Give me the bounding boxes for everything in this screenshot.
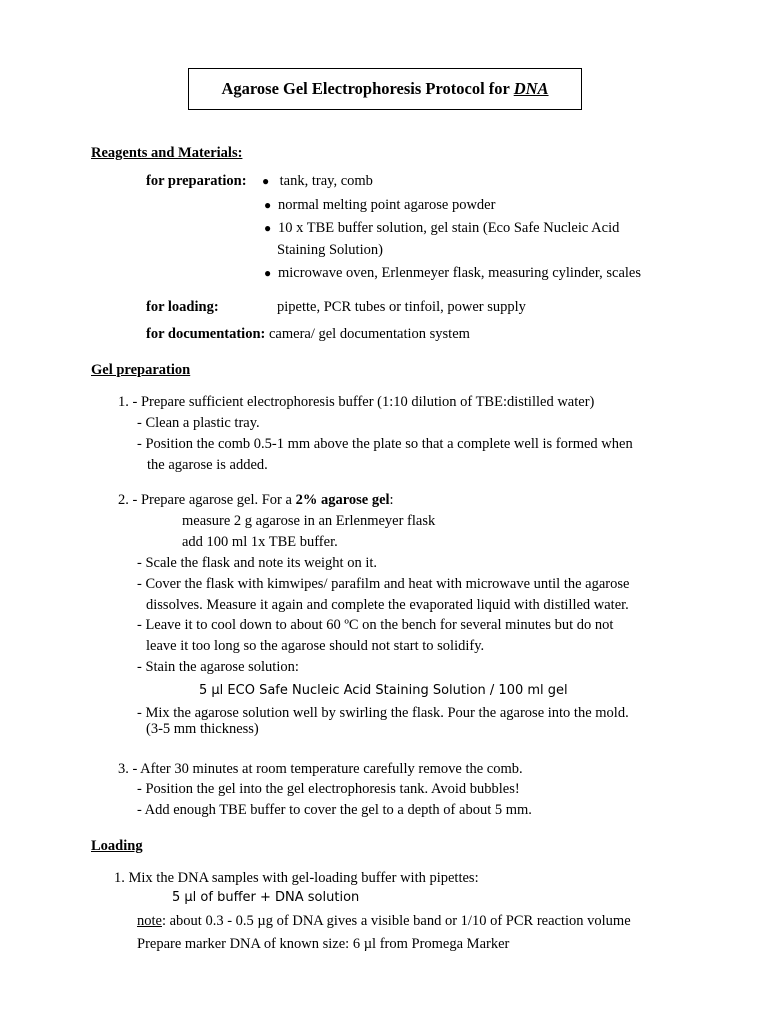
title-emphasis: DNA bbox=[513, 79, 549, 98]
prep-item-2: ● normal melting point agarose powder bbox=[264, 197, 496, 213]
loading-label: for loading: bbox=[146, 299, 219, 315]
gel-step2-line11: (3-5 mm thickness) bbox=[146, 721, 259, 737]
gel-step3-line2: - Position the gel into the gel electrophoresis tank. Avoid bubbles! bbox=[137, 781, 520, 797]
bullet-icon: ● bbox=[262, 174, 270, 188]
documentation-value: camera/ gel documentation system bbox=[268, 326, 470, 342]
prep-item-3-cont: Staining Solution) bbox=[277, 242, 383, 258]
gel-step1-line3: - Position the comb 0.5-1 mm above the plate so that a complete well is formed when bbox=[137, 436, 633, 452]
gel-step3-line3: - Add enough TBE buffer to cover the gel to a depth of about 5 mm. bbox=[137, 802, 532, 818]
prep-item-1: ● tank, tray, comb bbox=[262, 173, 373, 189]
gel-step1-line4: the agarose is added. bbox=[147, 457, 268, 473]
bullet-icon: ● bbox=[264, 266, 272, 280]
loading-value: pipette, PCR tubes or tinfoil, power supply bbox=[277, 299, 526, 315]
title-text: Agarose Gel Electrophoresis Protocol for bbox=[221, 79, 514, 98]
documentation-label: for documentation: bbox=[146, 326, 266, 342]
gel-step2-line8: leave it too long so the agarose should not start to solidify. bbox=[146, 638, 485, 654]
reagents-heading: Reagents and Materials: bbox=[91, 145, 243, 161]
gel-step2-line7: - Leave it to cool down to about 60 ºC on the bench for several minutes but do not bbox=[137, 617, 614, 633]
gel-step1-line2: - Clean a plastic tray. bbox=[137, 415, 260, 431]
gel-step2-line9: - Stain the agarose solution: bbox=[137, 659, 299, 675]
note-text: : about 0.3 - 0.5 µg of DNA gives a visible band or 1/10 of PCR reaction volume bbox=[161, 913, 631, 929]
gel-step2-line3: add 100 ml 1x TBE buffer. bbox=[182, 534, 338, 550]
documentation-line bbox=[146, 326, 470, 343]
gel-step2-line1: 2. - Prepare agarose gel. For a 2% agarose gel: bbox=[118, 492, 394, 508]
bullet-icon: ● bbox=[264, 198, 272, 212]
bullet-icon: ● bbox=[264, 221, 272, 235]
loading-note bbox=[137, 913, 631, 930]
stain-ratio: 5 µl ECO Safe Nucleic Acid Staining Solution / 100 ml gel bbox=[199, 683, 568, 698]
gel-step2-line4: - Scale the flask and note its weight on it. bbox=[137, 555, 378, 571]
gel-step2-line5: - Cover the flask with kimwipes/ parafilm and heat with microwave until the agarose bbox=[137, 576, 630, 592]
prep-label: for preparation: bbox=[146, 173, 247, 189]
gel-step2-line10: - Mix the agarose solution well by swirling the flask. Pour the agarose into the mold. bbox=[137, 705, 629, 721]
prep-item-4: ● microwave oven, Erlenmeyer flask, measuring cylinder, scales bbox=[264, 265, 641, 281]
gel-prep-heading: Gel preparation bbox=[91, 362, 191, 378]
loading-mix: 5 µl of buffer + DNA solution bbox=[172, 890, 360, 905]
gel-step2-line2: measure 2 g agarose in an Erlenmeyer flask bbox=[182, 513, 436, 529]
gel-step3-line1: 3. - After 30 minutes at room temperature carefully remove the comb. bbox=[118, 761, 523, 777]
note-label: note bbox=[137, 913, 162, 929]
gel-step1-line1: 1. - Prepare sufficient electrophoresis buffer (1:10 dilution of TBE:distilled water) bbox=[118, 394, 595, 410]
loading-marker: Prepare marker DNA of known size: 6 µl from Promega Marker bbox=[137, 936, 510, 952]
gel-step2-line6: dissolves. Measure it again and complete the evaporated liquid with distilled water. bbox=[146, 597, 629, 613]
prep-item-3: ● 10 x TBE buffer solution, gel stain (Eco Safe Nucleic Acid bbox=[264, 220, 620, 236]
document-title bbox=[188, 68, 582, 110]
loading-heading: Loading bbox=[91, 838, 143, 854]
loading-step1: 1. Mix the DNA samples with gel-loading buffer with pipettes: bbox=[114, 870, 479, 886]
